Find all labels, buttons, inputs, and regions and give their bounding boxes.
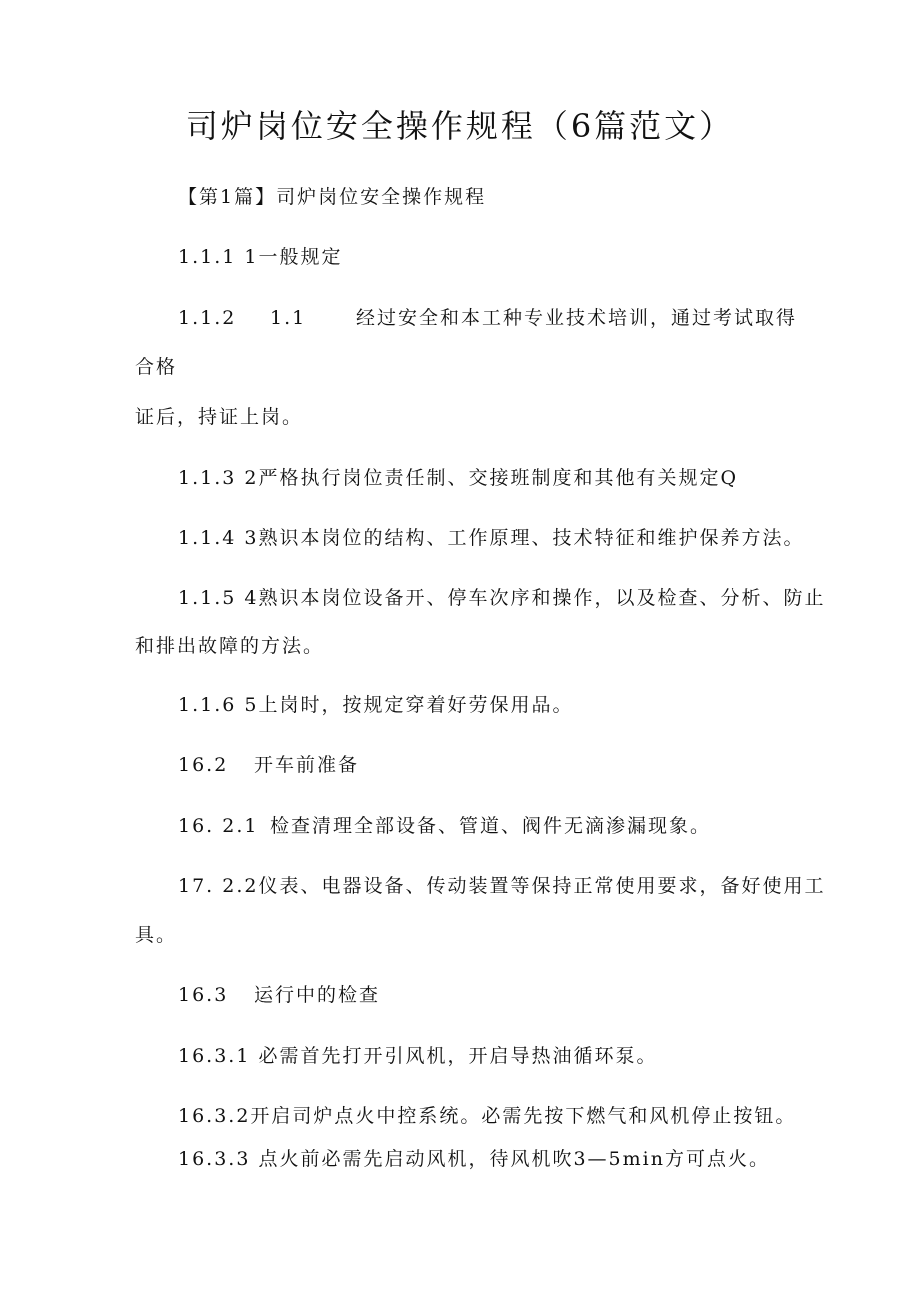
paragraph-1-1-1: 1.1.1 1一般规定	[178, 246, 343, 268]
heading-16-2-number: 16.2	[178, 754, 229, 776]
paragraph-1-1-5: 1.1.5 4熟识本岗位设备开、停车次序和操作，以及检查、分析、防止	[178, 587, 826, 609]
paragraph-1-1-2-continuation: 证后，持证上岗。	[135, 406, 304, 428]
paragraph-16-3-2: 16.3.2开启司炉点火中控系统。必需先按下燃气和风机停止按钮。	[178, 1105, 797, 1127]
section-heading: 【第1篇】司炉岗位安全操作规程	[178, 186, 487, 208]
paragraph-1-1-2-wrap: 合格	[135, 356, 178, 378]
heading-16-2-text: 开车前准备	[254, 754, 360, 776]
document-title: 司炉岗位安全操作规程（6篇范文）	[185, 107, 735, 145]
paragraph-16-2-1-text: 检查清理全部设备、管道、阀件无滴渗漏现象。	[270, 815, 712, 837]
paragraph-16-2-1-number: 16. 2.1	[178, 815, 259, 837]
paragraph-1-1-5-wrap: 和排出故障的方法。	[135, 635, 325, 657]
paragraph-1-1-2-text: 经过安全和本工种专业技术培训，通过考试取得	[356, 307, 798, 329]
paragraph-1-1-3: 1.1.3 2严格执行岗位责任制、交接班制度和其他有关规定Q	[178, 467, 739, 489]
paragraph-1-1-6: 1.1.6 5上岗时，按规定穿着好劳保用品。	[178, 694, 574, 716]
paragraph-17-2-2-wrap: 具。	[135, 924, 178, 946]
paragraph-17-2-2: 17. 2.2仪表、电器设备、传动装置等保持正常使用要求，备好使用工	[178, 875, 826, 897]
heading-16-3-number: 16.3	[178, 984, 229, 1006]
paragraph-16-3-3: 16.3.3 点火前必需先启动风机，待风机吹3—5min方可点火。	[178, 1148, 770, 1170]
heading-16-3-text: 运行中的检查	[254, 984, 381, 1006]
paragraph-1-1-4: 1.1.4 3熟识本岗位的结构、工作原理、技术特征和维护保养方法。	[178, 527, 805, 549]
paragraph-1-1-2-subnumber: 1.1	[270, 307, 307, 329]
paragraph-1-1-2-number: 1.1.2	[178, 307, 237, 329]
paragraph-16-3-1: 16.3.1 必需首先打开引风机，开启导热油循环泵。	[178, 1045, 658, 1067]
